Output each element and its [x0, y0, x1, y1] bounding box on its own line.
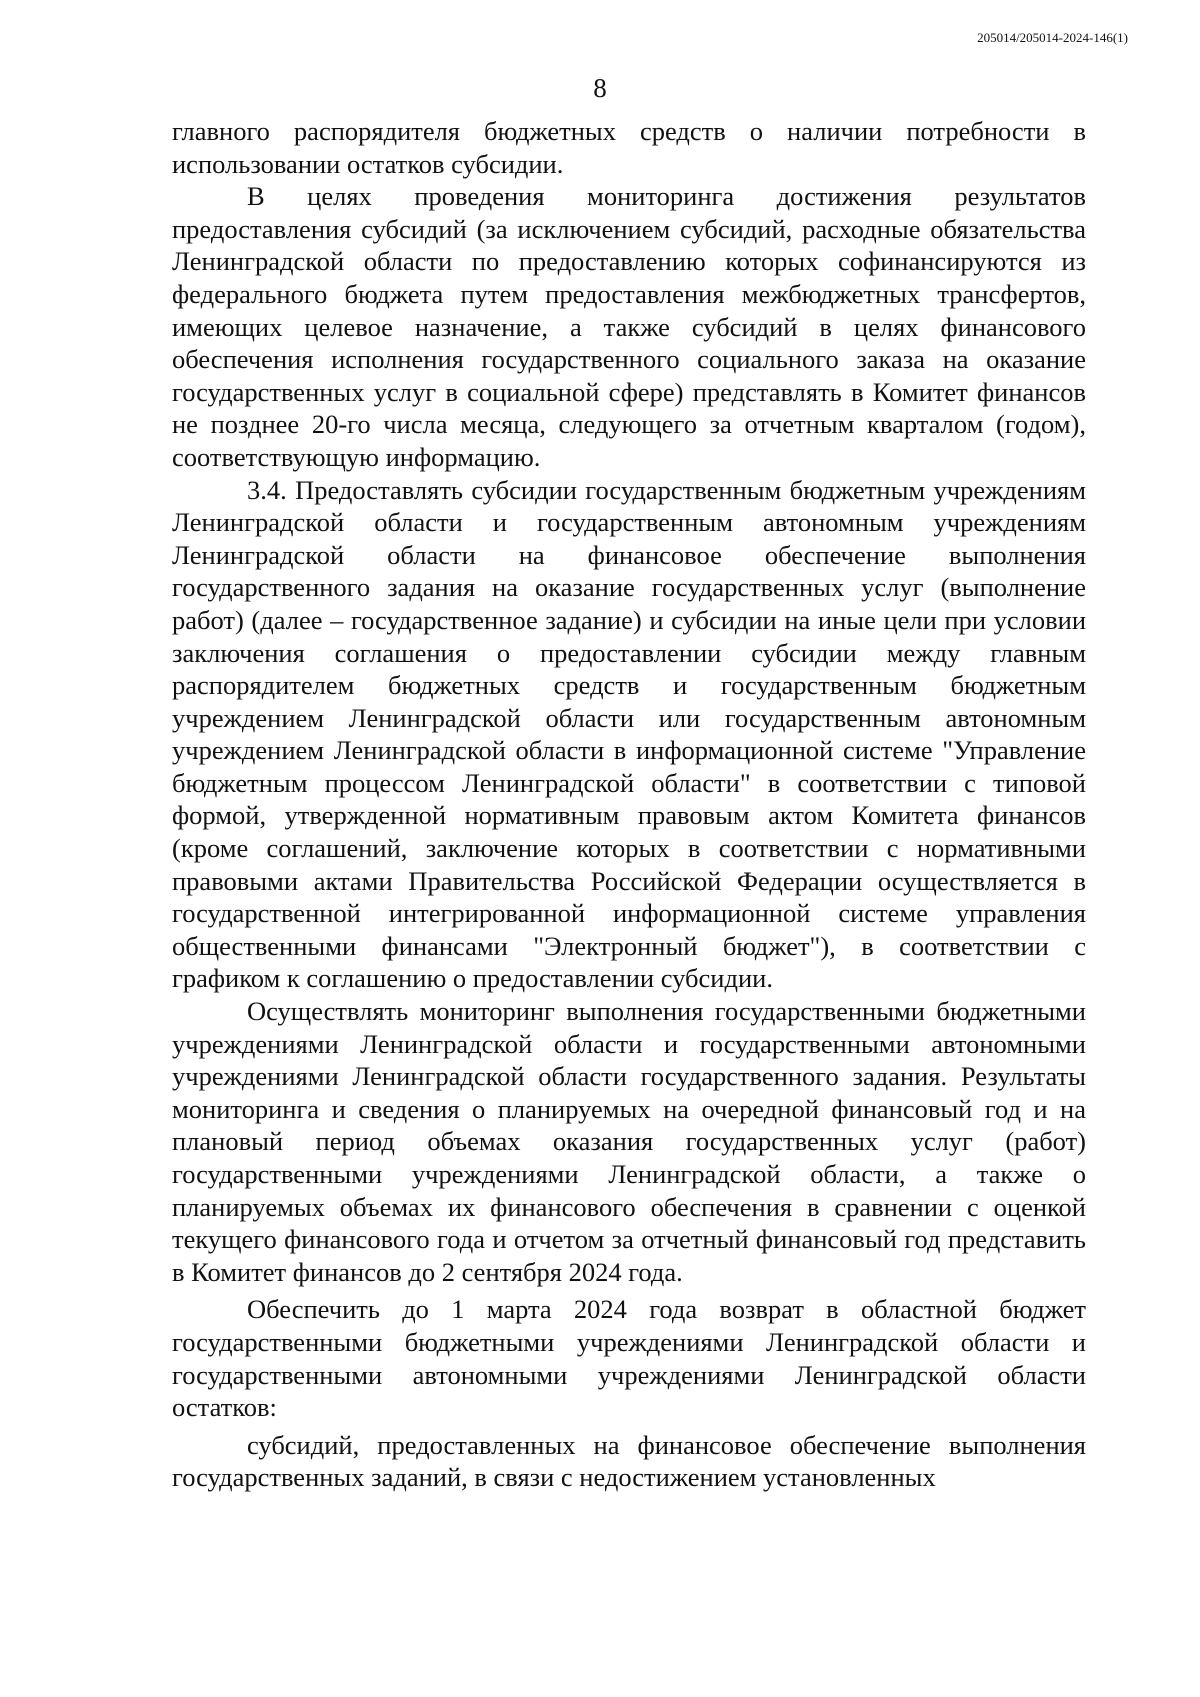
- document-id: 205014/205014-2024-146(1): [977, 30, 1128, 45]
- paragraph-3-4-subsidies: 3.4. Предоставлять субсидии государственным бюджетным учреждениям Ленинградской области и государственным автономным учреждениям Ленинградской области на финансовое обеспечение выполнения государственного задания на оказание государственных услуг (выполнение работ) (далее – государственное задание) и субсидии на иные цели при условии заключения соглашения о предоставлении субсидии между главным распорядителем бюджетных средств и государственным бюджетным учреждением Ленинградской области или государственным автономным учреждением Ленинградской области в информационной системе "Управление бюджетным процессом Ленинградской области" в соответствии с типовой формой, утвержденной нормативным правовым актом Комитета финансов (кроме соглашений, заключение которых в соответствии с нормативными правовыми актами Правительства Российской Федерации осуществляется в государственной интегрированной информационной системе управления общественными финансами "Электронный бюджет"), в соответствии с графиком к соглашению о предоставлении субсидии.: [172, 474, 1086, 994]
- document-body: [172, 115, 1086, 1494]
- paragraph-continuation: главного распорядителя бюджетных средств о наличии потребности в использовании остатков субсидии.: [172, 116, 1086, 179]
- paragraph-subsidies-state-tasks: субсидий, предоставленных на финансовое обеспечение выполнения государственных заданий, в связи с недостижением установленных: [172, 1429, 1086, 1493]
- page-number: 8: [593, 73, 607, 103]
- paragraph-monitoring-subsidies: В целях проведения мониторинга достижения результатов предоставления субсидий (за исключением субсидий, расходные обязательства Ленинградской области по предоставлению которых софинансируются из федерального бюджета путем предоставления межбюджетных трансфертов, имеющих целевое назначение, а также субсидий в целях финансового обеспечения исполнения государственного социального заказа на оказание государственных услуг в социальной сфере) представлять в Комитет финансов не позднее 20-го числа месяца, следующего за отчетным кварталом (годом), соответствующую информацию.: [172, 181, 1086, 472]
- paragraph-state-task-monitoring: Осуществлять мониторинг выполнения государственными бюджетными учреждениями Ленинградской области и государственными автономными учреждениями Ленинградской области государственного задания. Результаты мониторинга и сведения о планируемых на очередной финансовый год и на плановый период объемах оказания государственных услуг (работ) государственными учреждениями Ленинградской области, а также о планируемых объемах их финансового обеспечения в сравнении с оценкой текущего финансового года и отчетом за отчетный финансовый год представить в Комитет финансов до 2 сентября 2024 года.: [172, 996, 1086, 1287]
- paragraph-return-balances: Обеспечить до 1 марта 2024 года возврат в областной бюджет государственными бюджетными учреждениями Ленинградской области и государственными автономными учреждениями Ленинградской области остатков:: [172, 1294, 1086, 1423]
